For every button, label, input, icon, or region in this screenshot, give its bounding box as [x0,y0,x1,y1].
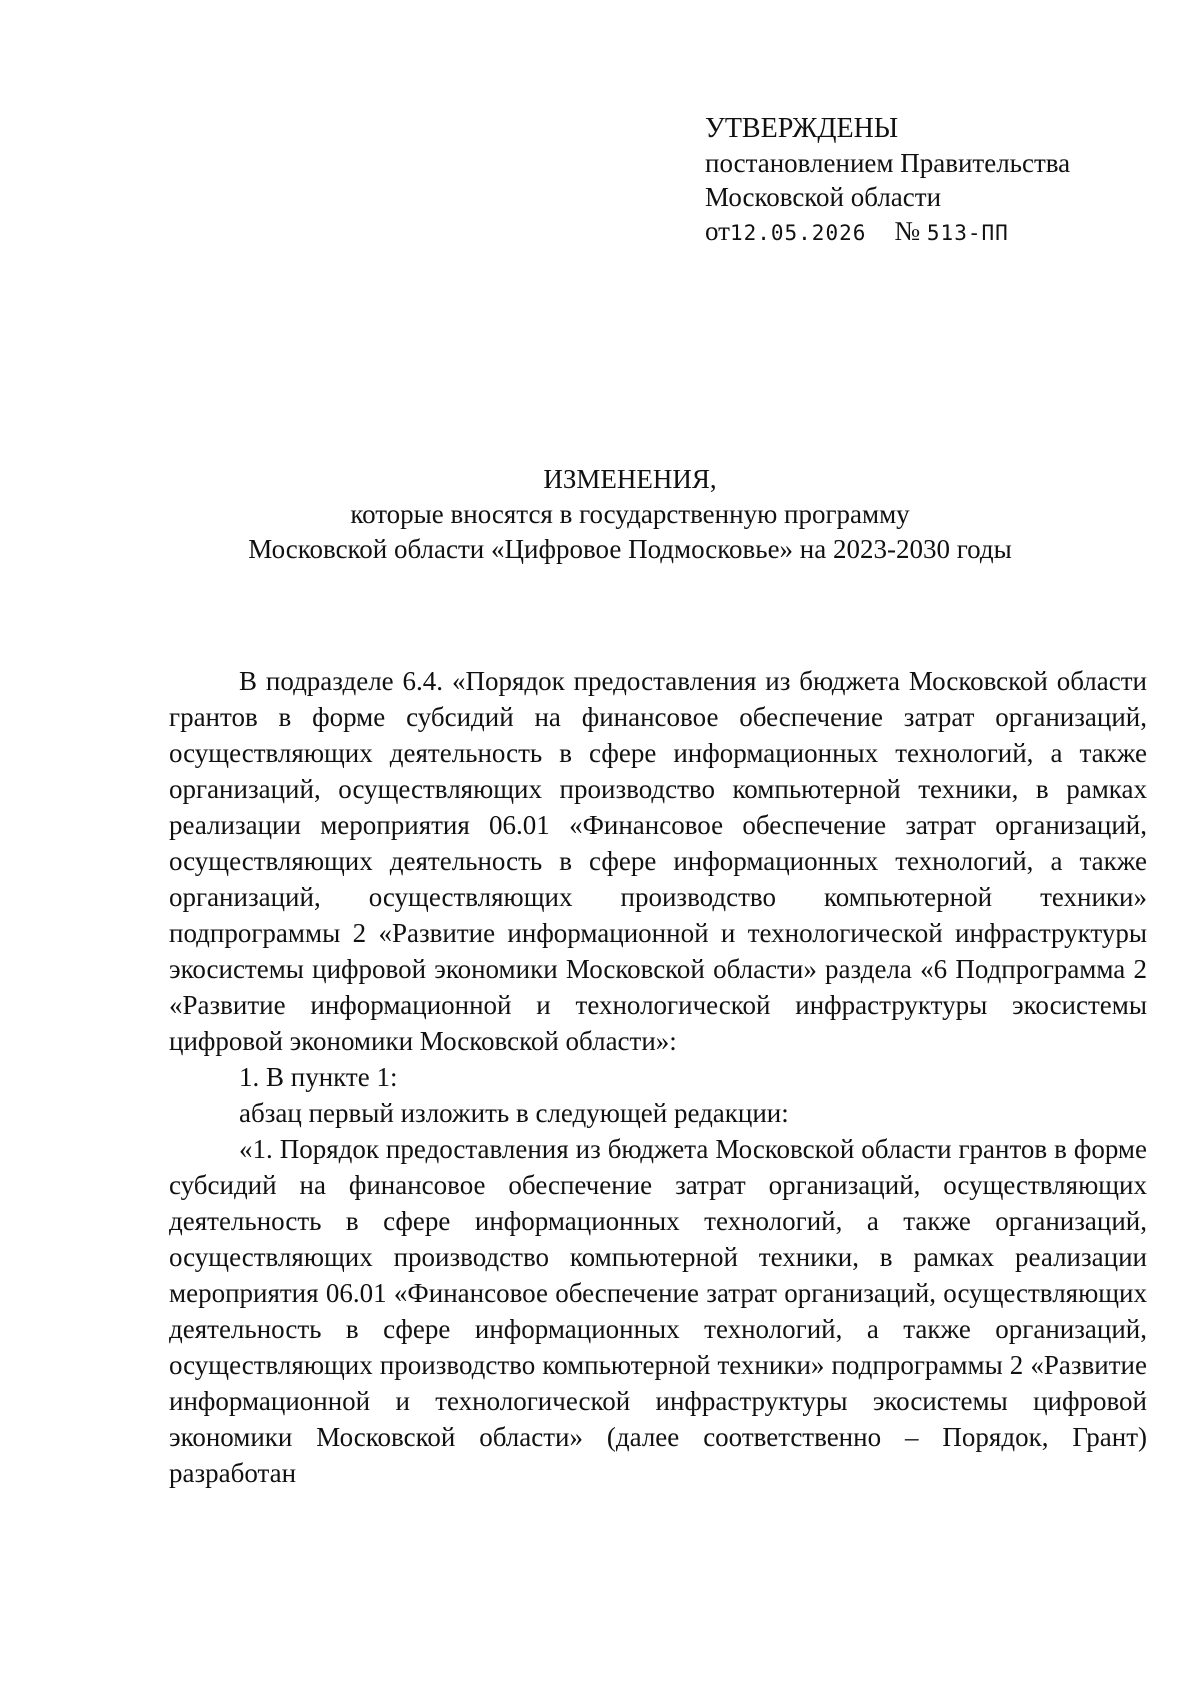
heading-title: ИЗМЕНЕНИЯ, [543,464,717,494]
heading-line-2: Московской области «Цифровое Подмосковье» на 2023-2030 годы [248,534,1012,564]
paragraph-item-1: 1. В пункте 1: [239,1062,398,1092]
document-body [169,663,1147,1491]
number-sign: № [894,216,921,246]
paragraph-instruction: абзац первый изложить в следующей редакции: [239,1098,789,1128]
decree-date: 12.05.2026 [729,221,867,245]
approval-line-2: Московской области [705,182,942,212]
paragraph-new-wording: «1. Порядок предоставления из бюджета Московской области грантов в форме субсидий на финансовое обеспечение затрат организаций, осуществляющих деятельность в сфере информационных технологий, а также организаций, осуществляющих производство компьютерной техники, в рамках реализации мероприятия 06.01 «Финансовое обеспечение затрат организаций, осуществляющих деятельность в сфере информационных технологий, а также организаций, осуществляющих производство компьютерной техники» подпрограммы 2 «Развитие информационной и технологической инфраструктуры экосистемы цифровой экономики Московской области» (далее соответственно – Порядок, Грант) разработан [169,1134,1147,1488]
document-heading [180,462,1080,567]
approval-title: УТВЕРЖДЕНЫ [705,113,899,144]
approval-date-line [705,214,1070,250]
heading-line-1: которые вносятся в государственную программу [350,499,910,529]
date-prefix: от [705,216,730,246]
approval-line-1: постановлением Правительства [705,148,1071,178]
paragraph-intro: В подразделе 6.4. «Порядок предоставления из бюджета Московской области грантов в форме субсидий на финансовое обеспечение затрат организаций, осуществляющих деятельность в сфере информационных технологий, а также организаций, осуществляющих производство компьютерной техники, в рамках реализации мероприятия 06.01 «Финансовое обеспечение затрат организаций, осуществляющих деятельность в сфере информационных технологий, а также организаций, осуществляющих производство компьютерной техники» подпрограммы 2 «Развитие информационной и технологической инфраструктуры экосистемы цифровой экономики Московской области» раздела «6 Подпрограмма 2 «Развитие информационной и технологической инфраструктуры экосистемы цифровой экономики Московской области»: [169,666,1147,1056]
approval-block [705,112,1070,250]
decree-number: 513-ПП [926,221,1009,245]
